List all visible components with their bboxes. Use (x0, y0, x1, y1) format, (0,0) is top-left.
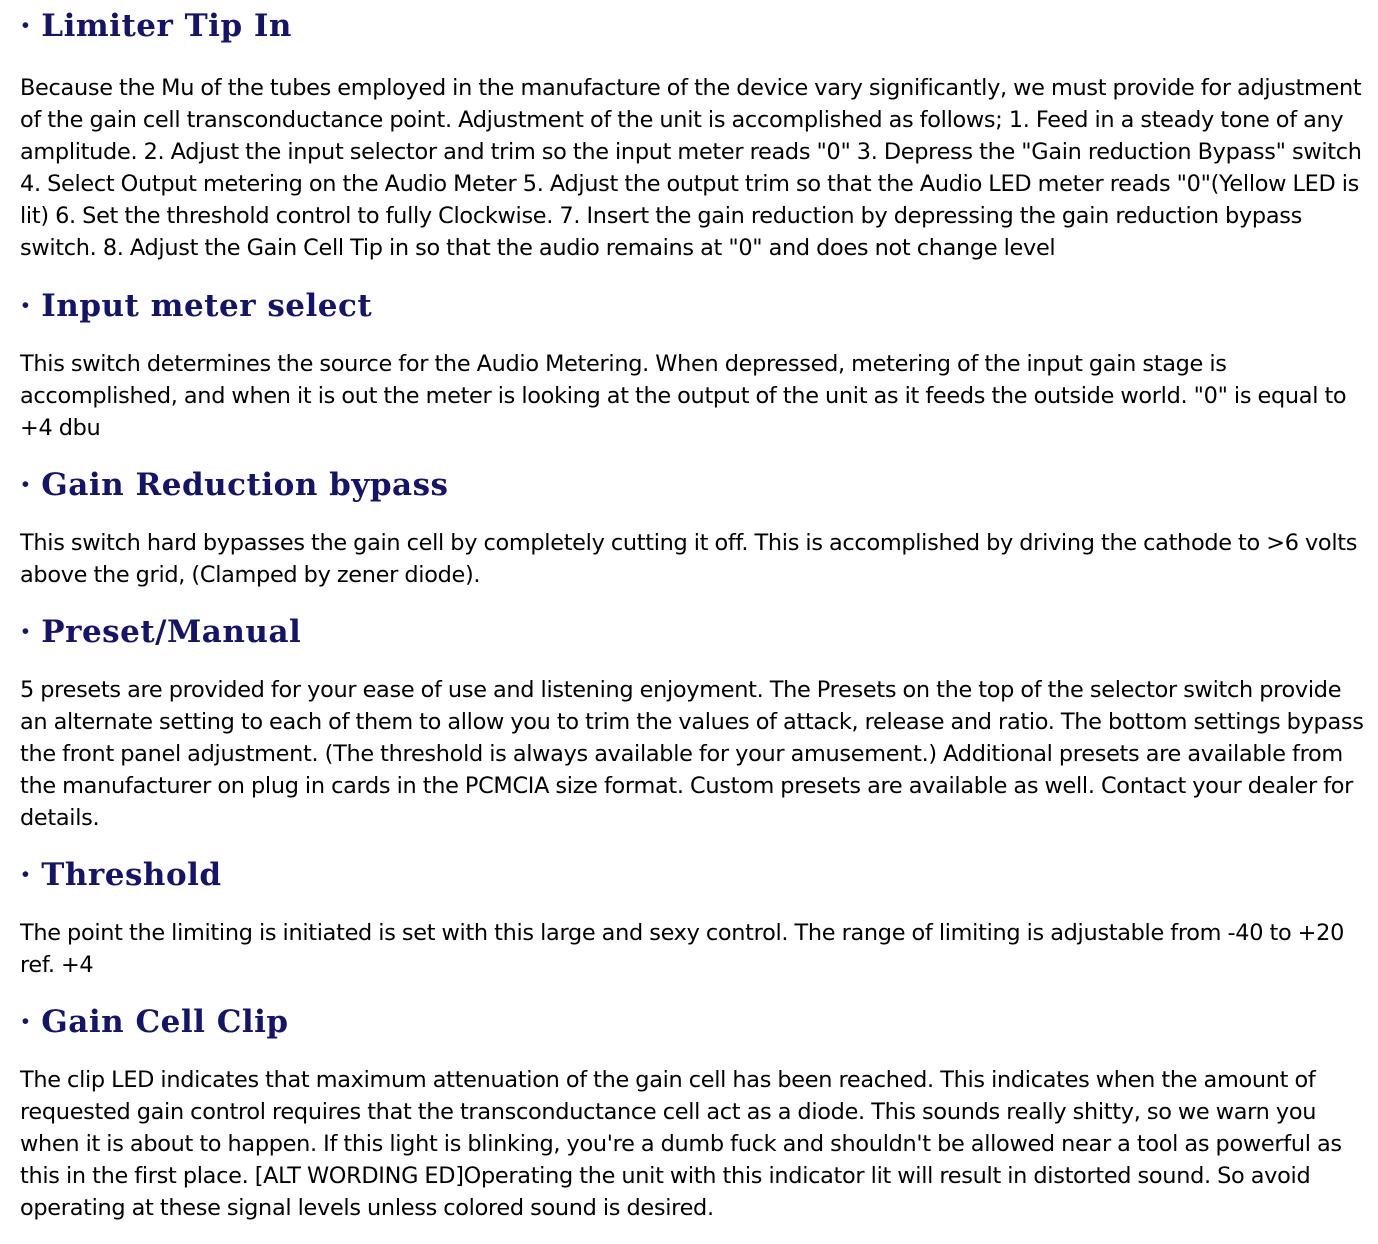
document (20, 0, 1366, 1224)
section-heading (20, 1002, 1366, 1042)
section-title: Gain Cell Clip (41, 1004, 289, 1040)
section-heading (20, 855, 1366, 895)
section-threshold (20, 834, 1366, 981)
bullet-dot: · (20, 288, 32, 324)
section-gain-reduction-bypass (20, 444, 1366, 591)
section-preset-manual (20, 591, 1366, 834)
section-input-meter-select (20, 264, 1366, 444)
bullet-dot: · (20, 1004, 32, 1040)
bullet-dot: · (20, 857, 32, 893)
section-title: Gain Reduction bypass (41, 467, 449, 503)
section-heading (20, 6, 1366, 46)
section-limiter-tip-in (20, 0, 1366, 264)
section-title: Threshold (41, 857, 222, 893)
section-heading (20, 286, 1366, 326)
section-title: Input meter select (41, 288, 373, 324)
section-heading (20, 465, 1366, 505)
section-body: This switch determines the source for the Audio Metering. When depressed, metering of the input gain stage is accomplished, and when it is out the meter is looking at the output of the unit as it feeds the outside world. "0" is equal to +4 dbu (20, 351, 1347, 441)
section-body: The clip LED indicates that maximum attenuation of the gain cell has been reached. This indicates when the amount of requested gain control requires that the transconductance cell act as a diode. This sounds really shitty, so we warn you when it is about to happen. If this light is blinking, you're a dumb fuck and shouldn't be allowed near a tool as powerful as this in the first place. [ALT WORDING ED]Operating the unit with this indicator lit will result in distorted sound. So avoid operating at these signal levels unless colored sound is desired. (20, 1067, 1342, 1221)
bullet-dot: · (20, 8, 32, 44)
section-body: This switch hard bypasses the gain cell by completely cutting it off. This is accomplished by driving the cathode to >6 volts above the grid, (Clamped by zener diode). (20, 530, 1358, 588)
section-body: The point the limiting is initiated is set with this large and sexy control. The range of limiting is adjustable from -40 to +20 ref. +4 (20, 920, 1345, 978)
section-body: Because the Mu of the tubes employed in the manufacture of the device vary significantly, we must provide for adjustment of the gain cell transconductance point. Adjustment of the unit is accomplished as follows; 1. Feed in a steady tone of any amplitude. 2. Adjust the input selector and trim so the input meter reads "0" 3. Depress the "Gain reduction Bypass" switch 4. Select Output metering on the Audio Meter 5. Adjust the output trim so that the Audio LED meter reads "0"(Yellow LED is lit) 6. Set the threshold control to fully Clockwise. 7. Insert the gain reduction by depressing the gain reduction bypass switch. 8. Adjust the Gain Cell Tip in so that the audio remains at "0" and does not change level (20, 75, 1362, 261)
bullet-dot: · (20, 467, 32, 503)
section-title: Preset/Manual (41, 614, 302, 650)
section-gain-cell-clip (20, 981, 1366, 1224)
section-title: Limiter Tip In (41, 8, 292, 44)
section-heading (20, 612, 1366, 652)
section-body: 5 presets are provided for your ease of use and listening enjoyment. The Presets on the top of the selector switch provide an alternate setting to each of them to allow you to trim the values of attack, release and ratio. The bottom settings bypass the front panel adjustment. (The threshold is always available for your amusement.) Additional presets are available from the manufacturer on plug in cards in the PCMCIA size format. Custom presets are available as well. Contact your dealer for details. (20, 677, 1364, 831)
bullet-dot: · (20, 614, 32, 650)
